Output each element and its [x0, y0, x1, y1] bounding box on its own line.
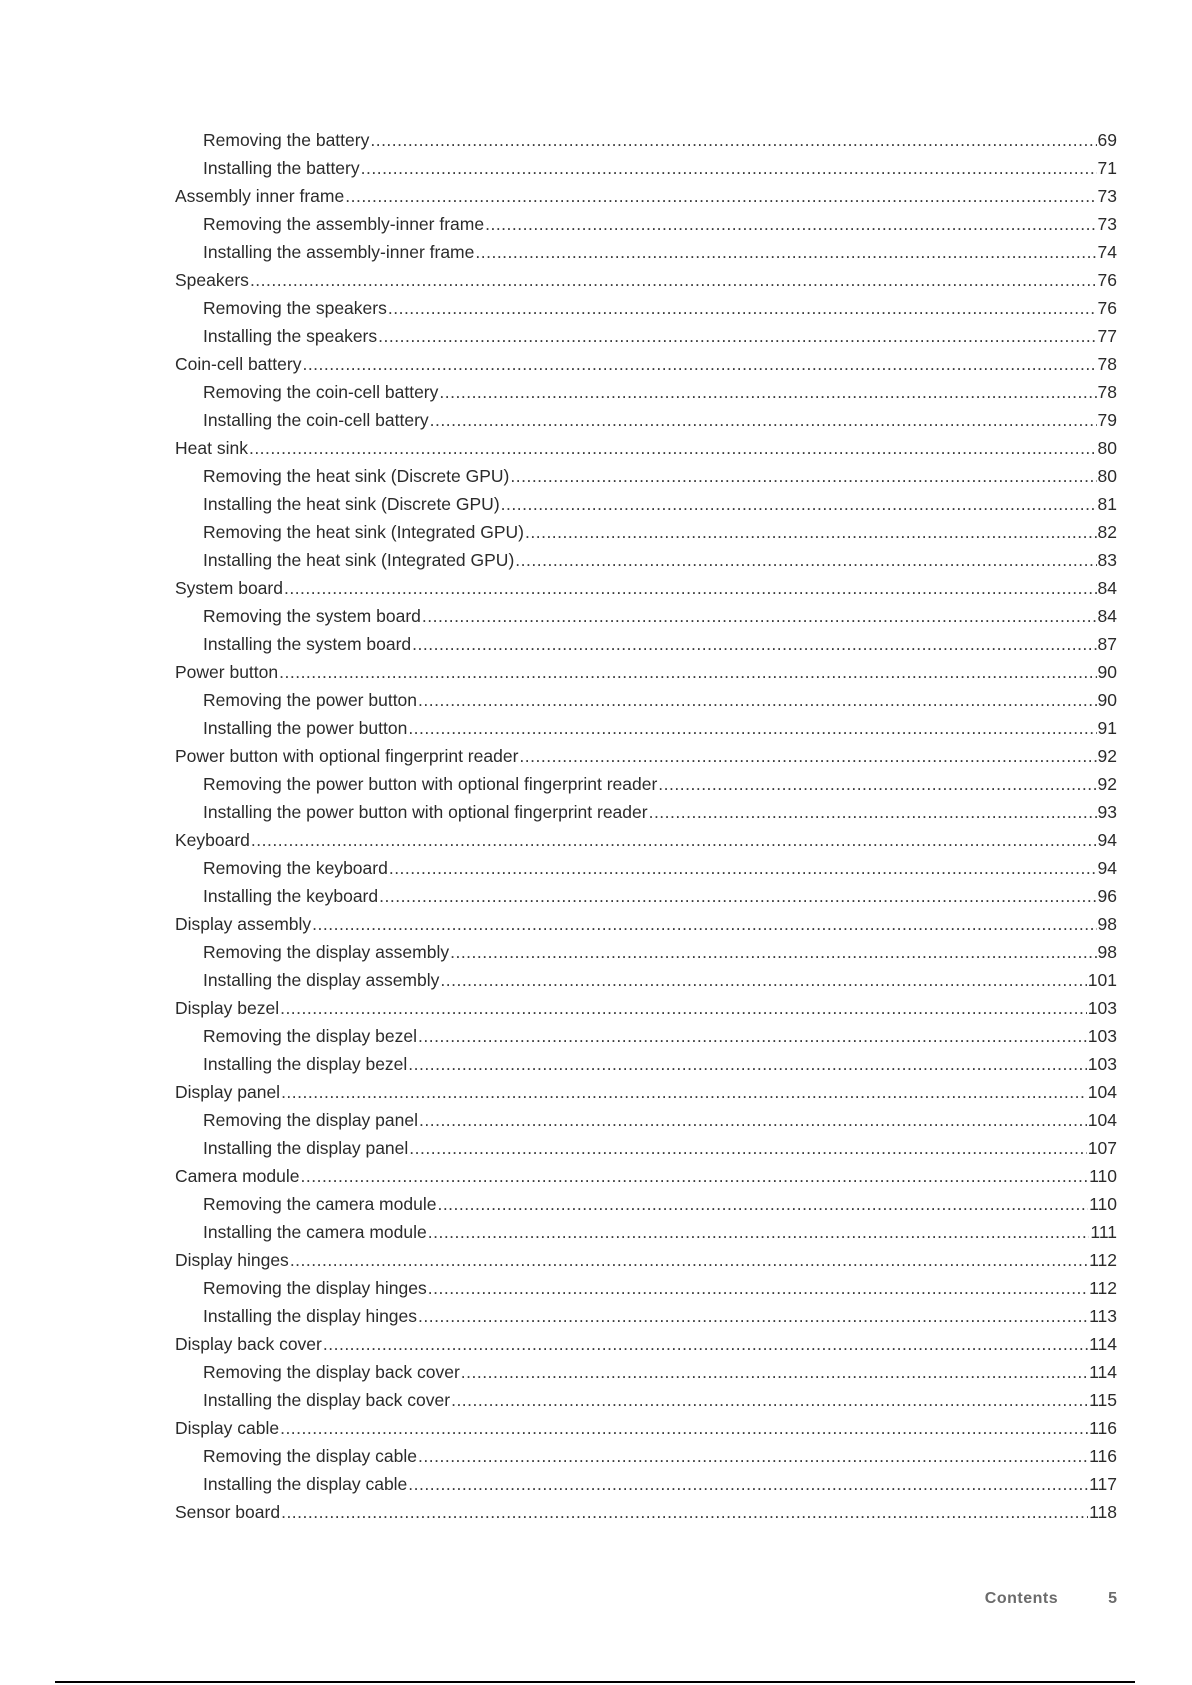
toc-subsection-entry[interactable]: [175, 378, 1117, 406]
toc-entry-label: Camera module: [175, 1166, 300, 1186]
toc-entry-label: Installing the display assembly: [203, 970, 440, 990]
page-footer: [985, 1590, 1117, 1608]
toc-entry-label: Installing the display bezel: [203, 1054, 408, 1074]
toc-section-entry[interactable]: [175, 1078, 1117, 1106]
toc-dot-leader: [437, 1190, 1088, 1218]
toc-entry-page-number: 115: [1089, 1390, 1117, 1410]
toc-section-entry[interactable]: [175, 826, 1117, 854]
toc-section-entry[interactable]: [175, 742, 1117, 770]
toc-subsection-entry[interactable]: [175, 686, 1117, 714]
toc-section-entry[interactable]: [175, 1246, 1117, 1274]
toc-entry-label: Display panel: [175, 1082, 281, 1102]
toc-entry-page-number: 101: [1087, 970, 1117, 990]
toc-entry-label: System board: [175, 578, 283, 598]
toc-dot-leader: [451, 1386, 1088, 1414]
toc-section-entry[interactable]: [175, 574, 1117, 602]
toc-entry-label: Installing the display panel: [203, 1138, 409, 1158]
toc-entry-label: Removing the assembly-inner frame: [203, 214, 485, 234]
toc-dot-leader: [409, 1134, 1087, 1162]
toc-subsection-entry[interactable]: [175, 1302, 1117, 1330]
toc-entry-page-number: 94: [1097, 830, 1117, 850]
toc-section-entry[interactable]: [175, 266, 1117, 294]
toc-dot-leader: [418, 1442, 1088, 1470]
toc-entry-page-number: 82: [1097, 522, 1117, 542]
toc-subsection-entry[interactable]: [175, 294, 1117, 322]
toc-entry-label: Keyboard: [175, 830, 250, 850]
toc-entry-label: Power button with optional fingerprint reader: [175, 746, 519, 766]
toc-section-entry[interactable]: [175, 350, 1117, 378]
toc-section-entry[interactable]: [175, 658, 1117, 686]
toc-entry-label: Power button: [175, 662, 279, 682]
toc-entry-label: Installing the display cable: [203, 1474, 408, 1494]
toc-subsection-entry[interactable]: [175, 854, 1117, 882]
toc-dot-leader: [658, 770, 1096, 798]
toc-entry-label: Installing the assembly-inner frame: [203, 242, 475, 262]
toc-entry-page-number: 69: [1097, 130, 1117, 150]
toc-subsection-entry[interactable]: [175, 1218, 1117, 1246]
toc-section-entry[interactable]: [175, 910, 1117, 938]
toc-subsection-entry[interactable]: [175, 630, 1117, 658]
toc-entry-page-number: 118: [1089, 1502, 1117, 1522]
toc-entry-label: Installing the coin-cell battery: [203, 410, 429, 430]
toc-entry-label: Speakers: [175, 270, 249, 290]
toc-entry-page-number: 71: [1097, 158, 1117, 178]
toc-section-entry[interactable]: [175, 1162, 1117, 1190]
toc-dot-leader: [525, 518, 1097, 546]
toc-dot-leader: [249, 434, 1097, 462]
toc-subsection-entry[interactable]: [175, 518, 1117, 546]
toc-dot-leader: [501, 490, 1097, 518]
toc-entry-label: Removing the display panel: [203, 1110, 418, 1130]
toc-entry-page-number: 73: [1097, 214, 1117, 234]
toc-entry-label: Removing the power button: [203, 690, 418, 710]
toc-entry-label: Installing the battery: [203, 158, 360, 178]
toc-subsection-entry[interactable]: [175, 798, 1117, 826]
toc-section-entry[interactable]: [175, 994, 1117, 1022]
toc-dot-leader: [280, 994, 1087, 1022]
toc-entry-page-number: 112: [1089, 1278, 1117, 1298]
toc-entry-page-number: 103: [1087, 998, 1117, 1018]
toc-dot-leader: [281, 1498, 1088, 1526]
toc-entry-page-number: 110: [1089, 1166, 1117, 1186]
toc-entry-page-number: 90: [1097, 662, 1117, 682]
toc-dot-leader: [408, 1050, 1087, 1078]
toc-entry-page-number: 87: [1097, 634, 1117, 654]
toc-entry-label: Sensor board: [175, 1502, 281, 1522]
toc-subsection-entry[interactable]: [175, 770, 1117, 798]
toc-entry-label: Display bezel: [175, 998, 280, 1018]
toc-entry-label: Installing the heat sink (Discrete GPU): [203, 494, 500, 514]
toc-dot-leader: [281, 1078, 1087, 1106]
toc-entry-page-number: 93: [1097, 802, 1117, 822]
toc-dot-leader: [323, 1330, 1088, 1358]
toc-entry-label: Removing the battery: [203, 130, 370, 150]
bottom-rule: [55, 1681, 1135, 1683]
toc-entry-page-number: 117: [1089, 1474, 1117, 1494]
toc-entry-label: Removing the heat sink (Discrete GPU): [203, 466, 510, 486]
toc-entry-page-number: 96: [1097, 886, 1117, 906]
toc-section-entry[interactable]: [175, 182, 1117, 210]
toc-subsection-entry[interactable]: [175, 126, 1117, 154]
toc-entry-label: Removing the display cable: [203, 1446, 418, 1466]
toc-entry-page-number: 107: [1087, 1138, 1117, 1158]
toc-entry-label: Removing the display bezel: [203, 1026, 418, 1046]
toc-entry-page-number: 116: [1089, 1446, 1117, 1466]
toc-entry-page-number: 90: [1097, 690, 1117, 710]
toc-subsection-entry[interactable]: [175, 154, 1117, 182]
toc-subsection-entry[interactable]: [175, 938, 1117, 966]
toc-dot-leader: [370, 126, 1096, 154]
toc-entry-page-number: 112: [1089, 1250, 1117, 1270]
toc-dot-leader: [412, 630, 1096, 658]
toc-entry-label: Installing the system board: [203, 634, 412, 654]
toc-entry-label: Removing the display assembly: [203, 942, 450, 962]
toc-dot-leader: [378, 322, 1096, 350]
toc-entry-page-number: 84: [1097, 606, 1117, 626]
toc-dot-leader: [302, 350, 1096, 378]
toc-subsection-entry[interactable]: [175, 602, 1117, 630]
toc-dot-leader: [280, 1414, 1088, 1442]
toc-subsection-entry[interactable]: [175, 462, 1117, 490]
toc-entry-label: Removing the display back cover: [203, 1362, 460, 1382]
toc-dot-leader: [251, 826, 1097, 854]
toc-entry-label: Removing the heat sink (Integrated GPU): [203, 522, 524, 542]
footer-page-number: 5: [1108, 1590, 1117, 1607]
toc-dot-leader: [649, 798, 1097, 826]
toc-entry-page-number: 91: [1097, 718, 1117, 738]
toc-dot-leader: [422, 602, 1097, 630]
toc-entry-label: Installing the keyboard: [203, 886, 379, 906]
toc-entry-page-number: 104: [1087, 1110, 1117, 1130]
toc-entry-label: Removing the speakers: [203, 298, 387, 318]
toc-entry-page-number: 113: [1089, 1306, 1117, 1326]
toc-dot-leader: [440, 966, 1086, 994]
toc-section-entry[interactable]: [175, 1498, 1117, 1526]
toc-entry-page-number: 81: [1097, 494, 1117, 514]
toc-entry-label: Assembly inner frame: [175, 186, 345, 206]
toc-entry-page-number: 78: [1097, 382, 1117, 402]
toc-subsection-entry[interactable]: [175, 1050, 1117, 1078]
toc-entry-page-number: 83: [1097, 550, 1117, 570]
toc-entry-page-number: 80: [1097, 466, 1117, 486]
toc-dot-leader: [361, 154, 1097, 182]
toc-dot-leader: [428, 1218, 1090, 1246]
toc-entry-page-number: 92: [1097, 746, 1117, 766]
toc-dot-leader: [284, 574, 1097, 602]
toc-entry-page-number: 114: [1089, 1334, 1117, 1354]
toc-entry-label: Display hinges: [175, 1250, 289, 1270]
toc-dot-leader: [418, 1302, 1088, 1330]
toc-subsection-entry[interactable]: [175, 714, 1117, 742]
toc-dot-leader: [279, 658, 1096, 686]
toc-entry-label: Coin-cell battery: [175, 354, 302, 374]
toc-entry-label: Removing the coin-cell battery: [203, 382, 439, 402]
toc-entry-page-number: 92: [1097, 774, 1117, 794]
footer-section-title: Contents: [984, 1590, 1059, 1607]
toc-entry-page-number: 76: [1097, 270, 1117, 290]
toc-subsection-entry[interactable]: [175, 1106, 1117, 1134]
toc-entry-page-number: 80: [1097, 438, 1117, 458]
toc-dot-leader: [510, 462, 1096, 490]
toc-subsection-entry[interactable]: [175, 1442, 1117, 1470]
toc-dot-leader: [430, 406, 1097, 434]
toc-dot-leader: [419, 1106, 1087, 1134]
toc-section-entry[interactable]: [175, 434, 1117, 462]
toc-subsection-entry[interactable]: [175, 1358, 1117, 1386]
toc-entry-page-number: 103: [1087, 1026, 1117, 1046]
toc-dot-leader: [388, 294, 1097, 322]
toc-subsection-entry[interactable]: [175, 1190, 1117, 1218]
toc-dot-leader: [345, 182, 1096, 210]
toc-subsection-entry[interactable]: [175, 1022, 1117, 1050]
toc-entry-label: Heat sink: [175, 438, 248, 458]
toc-dot-leader: [301, 1162, 1089, 1190]
toc-entry-page-number: 111: [1090, 1222, 1117, 1242]
toc-dot-leader: [290, 1246, 1088, 1274]
toc-entry-page-number: 110: [1089, 1194, 1117, 1214]
toc-subsection-entry[interactable]: [175, 882, 1117, 910]
toc-subsection-entry[interactable]: [175, 966, 1117, 994]
toc-entry-label: Installing the display back cover: [203, 1390, 451, 1410]
toc-entry-label: Installing the power button with optional fingerprint reader: [203, 802, 648, 822]
toc-entry-label: Installing the power button: [203, 718, 408, 738]
toc-dot-leader: [519, 742, 1096, 770]
toc-subsection-entry[interactable]: [175, 238, 1117, 266]
toc-entry-label: Display back cover: [175, 1334, 322, 1354]
toc-entry-label: Installing the display hinges: [203, 1306, 418, 1326]
toc-entry-page-number: 84: [1097, 578, 1117, 598]
toc-dot-leader: [389, 854, 1097, 882]
toc-dot-leader: [461, 1358, 1088, 1386]
toc-subsection-entry[interactable]: [175, 210, 1117, 238]
toc-entry-label: Removing the system board: [203, 606, 421, 626]
toc-entry-page-number: 94: [1097, 858, 1117, 878]
toc-entry-page-number: 104: [1087, 1082, 1117, 1102]
toc-dot-leader: [485, 210, 1096, 238]
toc-entry-page-number: 79: [1097, 410, 1117, 430]
toc-subsection-entry[interactable]: [175, 322, 1117, 350]
toc-entry-label: Removing the power button with optional fingerprint reader: [203, 774, 658, 794]
toc-section-entry[interactable]: [175, 1414, 1117, 1442]
toc-entry-page-number: 76: [1097, 298, 1117, 318]
toc-entry-page-number: 78: [1097, 354, 1117, 374]
toc-dot-leader: [439, 378, 1096, 406]
toc-entry-label: Removing the camera module: [203, 1194, 437, 1214]
table-of-contents: [175, 126, 1117, 1526]
toc-dot-leader: [408, 1470, 1088, 1498]
toc-entry-label: Installing the speakers: [203, 326, 378, 346]
toc-entry-page-number: 103: [1087, 1054, 1117, 1074]
toc-dot-leader: [450, 938, 1096, 966]
toc-subsection-entry[interactable]: [175, 1134, 1117, 1162]
toc-dot-leader: [379, 882, 1096, 910]
toc-entry-label: Installing the heat sink (Integrated GPU): [203, 550, 515, 570]
toc-subsection-entry[interactable]: [175, 1274, 1117, 1302]
toc-dot-leader: [418, 686, 1097, 714]
toc-dot-leader: [418, 1022, 1087, 1050]
toc-entry-page-number: 114: [1089, 1362, 1117, 1382]
toc-dot-leader: [250, 266, 1097, 294]
toc-entry-label: Installing the camera module: [203, 1222, 427, 1242]
toc-entry-label: Removing the keyboard: [203, 858, 388, 878]
toc-subsection-entry[interactable]: [175, 490, 1117, 518]
toc-entry-page-number: 116: [1089, 1418, 1117, 1438]
toc-dot-leader: [515, 546, 1096, 574]
toc-subsection-entry[interactable]: [175, 546, 1117, 574]
toc-dot-leader: [312, 910, 1096, 938]
toc-entry-label: Display cable: [175, 1418, 280, 1438]
toc-entry-label: Display assembly: [175, 914, 312, 934]
toc-entry-page-number: 74: [1097, 242, 1117, 262]
toc-entry-page-number: 98: [1097, 914, 1117, 934]
toc-subsection-entry[interactable]: [175, 1386, 1117, 1414]
toc-dot-leader: [475, 238, 1096, 266]
toc-section-entry[interactable]: [175, 1330, 1117, 1358]
toc-entry-page-number: 77: [1097, 326, 1117, 346]
toc-dot-leader: [408, 714, 1096, 742]
toc-dot-leader: [428, 1274, 1088, 1302]
toc-entry-page-number: 73: [1097, 186, 1117, 206]
toc-subsection-entry[interactable]: [175, 406, 1117, 434]
toc-entry-page-number: 98: [1097, 942, 1117, 962]
toc-subsection-entry[interactable]: [175, 1470, 1117, 1498]
toc-entry-label: Removing the display hinges: [203, 1278, 427, 1298]
